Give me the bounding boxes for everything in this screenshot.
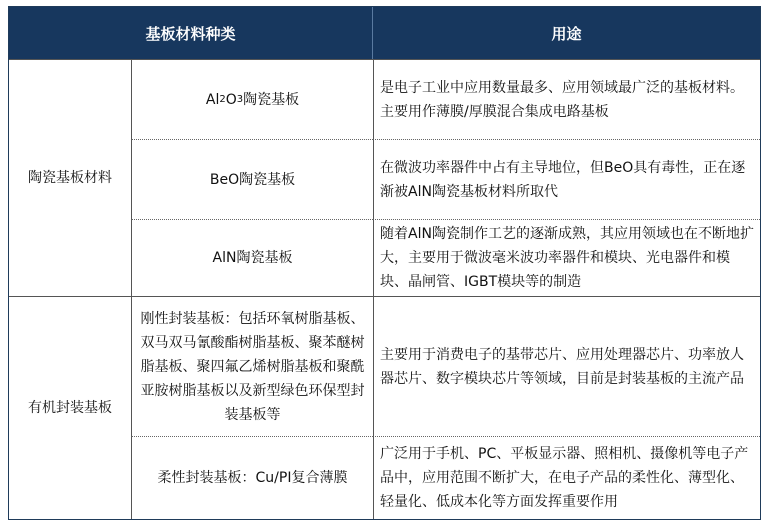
material-rigid-substrate: 刚性封装基板：包括环氧树脂基板、双马双马氰酸酯树脂基板、聚苯醚树脂基板、聚四氟乙烯树脂基板和聚酰亚胺树脂基板以及新型绿色环保型封装基板等 [131, 296, 373, 436]
usage-aln: 随着AlN陶瓷制作工艺的逐渐成熟，其应用领域也在不断地扩大，主要用于微波毫米波功率器件和模块、光电器件和模块、晶闸管、IGBT模块等的制造 [373, 219, 760, 296]
category-ceramic: 陶瓷基板材料 [9, 59, 131, 296]
usage-rigid-substrate: 主要用于消费电子的基带芯片、应用处理器芯片、功率放人器芯片、数字模块芯片等领域，目前是封装基板的主流产品 [373, 296, 760, 436]
header-usage: 用途 [373, 7, 760, 59]
material-al2o3: Al 2 O 3 陶瓷基板 [131, 59, 373, 139]
material-beo: BeO陶瓷基板 [131, 139, 373, 219]
usage-al2o3: 是电子工业中应用数量最多、应用领域最广泛的基板材料。主要用作薄膜/厚膜混合集成电路基板 [373, 59, 760, 139]
header-material-type: 基板材料种类 [9, 7, 373, 59]
material-flexible-substrate: 柔性封装基板：Cu/PI复合薄膜 [131, 436, 373, 519]
material-aln: AlN陶瓷基板 [131, 219, 373, 296]
category-organic: 有机封装基板 [9, 296, 131, 519]
usage-flexible-substrate: 广泛用于手机、PC、平板显示器、照相机、摄像机等电子产品中，应用范围不断扩大，在电子产品的柔性化、薄型化、轻量化、低成本化等方面发挥重要作用 [373, 436, 760, 519]
usage-beo: 在微波功率器件中占有主导地位，但BeO具有毒性，正在逐渐被AlN陶瓷基板材料所取代 [373, 139, 760, 219]
substrate-table [8, 6, 761, 520]
